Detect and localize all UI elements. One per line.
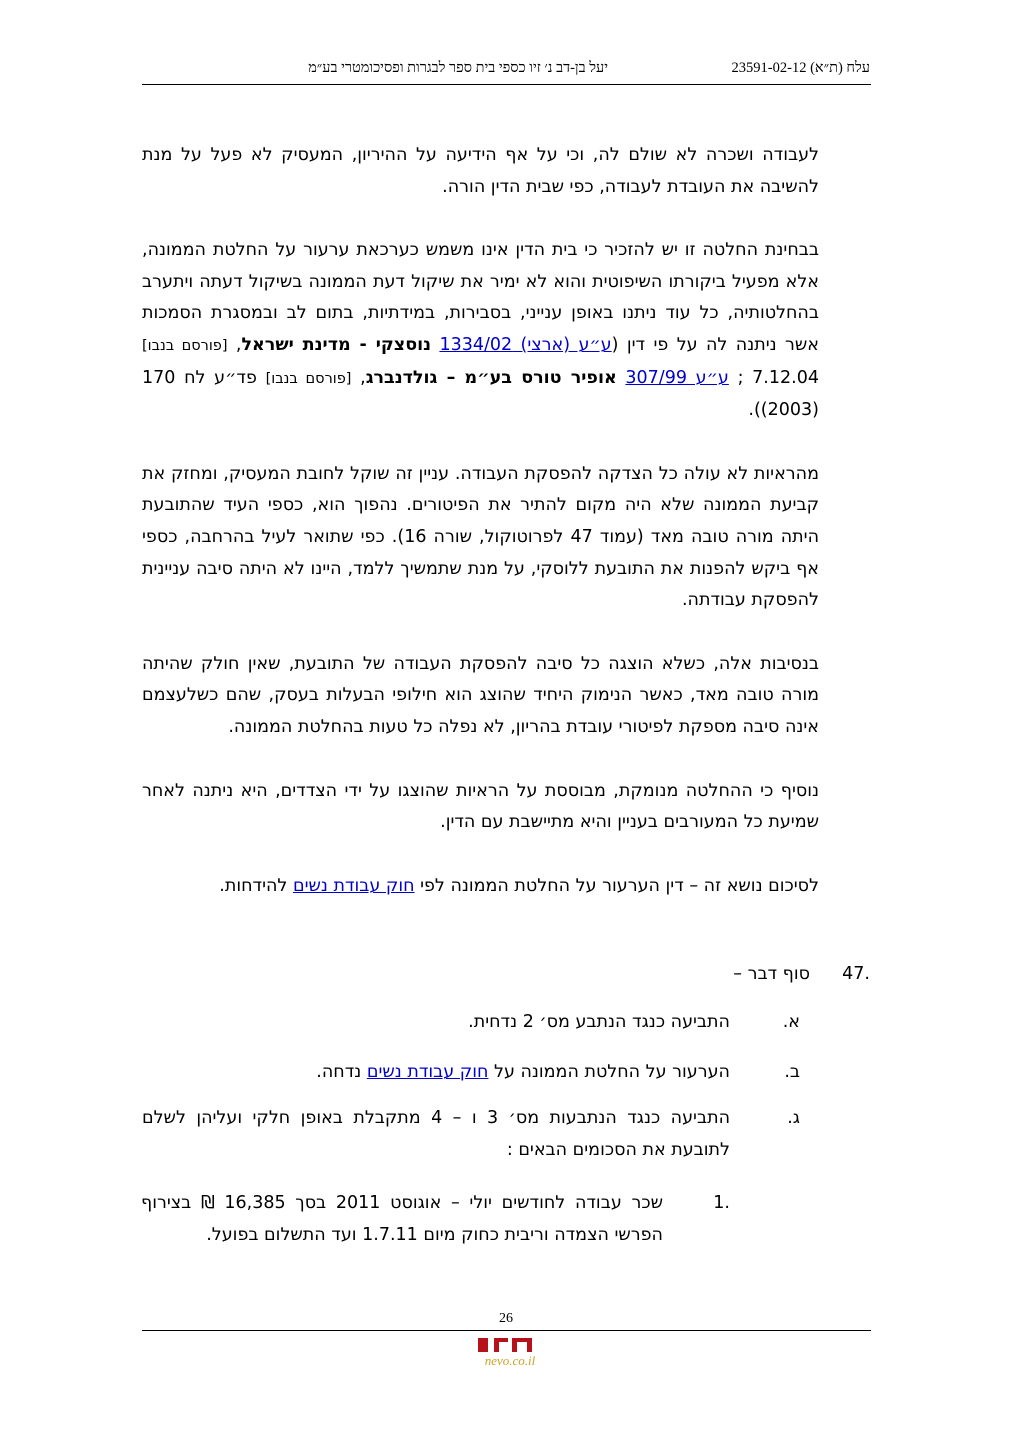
item-a-letter: א.	[782, 1012, 800, 1032]
published-nevo-1: [פורסם בנבו]	[142, 337, 228, 354]
header-divider	[142, 84, 871, 85]
item-g-text: התביעה כנגד הנתבעות מס׳ 3 ו – 4 מתקבלת באופן חלקי ועליהן לשלם לתובעת את הסכומים הבאים :	[142, 1108, 730, 1160]
paragraph-2-text-a: בבחינת החלטה זו יש להזכיר כי בית הדין אינו משמש כערכאת ערעור על החלטת הממונה, אלא מפעיל ביקורתו השיפוטית והוא לא ימיר את שיקול דעת הממונה בשיקול דעתה ויתערב בהחלטותיה, כל עוד ניתנו באופן ענייני, בסבירות, במידתיות, בתום לב ובמסגרת הסמכות אשר ניתנה לה על פי דין (	[142, 240, 819, 355]
footer-divider	[142, 1330, 871, 1331]
published-nevo-2: [פורסם בנבו]	[265, 370, 352, 387]
paragraph-2	[142, 235, 819, 427]
law-link-women-employment[interactable]: חוק עבודת נשים	[292, 875, 415, 896]
nevo-logo[interactable]	[464, 1336, 556, 1368]
logo-text: nevo.co.il	[484, 1353, 536, 1368]
paragraph-2-citation-end: פד״ע לח 170 (2003)).	[142, 367, 819, 421]
sub-item-1-text: שכר עבודה לחודשים יולי – אוגוסט 2011 בסך 16,385 ₪ בצירוף הפרשי הצמדה וריבית כחוק מיום 1.7.11 ועד התשלום בפועל.	[141, 1193, 664, 1245]
document-body	[142, 140, 819, 934]
page-header	[142, 60, 870, 86]
section-47-title: סוף דבר –	[733, 964, 810, 984]
paragraph-5: נוסיף כי ההחלטה מנומקת, מבוססת על הראיות שהוצגו על ידי הצדדים, היא ניתנה לאחר שמיעת כל המעורבים בעניין והיא מתיישבת עם הדין.	[142, 780, 819, 833]
item-b-text	[142, 1057, 730, 1089]
item-b-text-a: הערעור על החלטת הממונה על	[488, 1062, 730, 1082]
item-g-letter: ג.	[787, 1108, 800, 1128]
paragraph-6	[142, 871, 819, 903]
section-47-number: .47	[842, 964, 870, 984]
paragraph-3: מהראיות לא עולה כל הצדקה להפסקת העבודה. עניין זה שוקל לחובת המעסיק, ומחזק את קביעת הממונה שלא היה מקום להתיר את הפיטורים. נהפוך הוא, כספי העיד שהתובעת היתה מורה טובה מאד (עמוד 47 לפרוטוקול, שורה 16). כפי שתואר לעיל בהרחבה, כספי אף ביקש להפנות את התובעת ללוסקי, על מנת שתמשיך ללמד, היינו לא היתה סיבה עניינית להפסקת עבודתה.	[142, 463, 820, 611]
paragraph-2-comma-2: ,	[351, 367, 366, 388]
header-case-title: עלח (ת״א) 23591-02-12	[731, 60, 870, 76]
case-name-nosatzki: נוסצקי - מדינת ישראל	[241, 334, 432, 355]
case-link-307-99[interactable]: ע״ע 307/99	[625, 367, 729, 388]
paragraph-2-date: 7.12.04 ;	[728, 367, 819, 388]
paragraph-4: בנסיבות אלה, כשלא הוצגה כל סיבה להפסקת העבודה של התובעת, שאין חולק שהיתה מורה טובה מאד, כאשר הנימוק היחיד שהוצג הוא חילופי הבעלות בעסק, שהם כשלעצמם אינה סיבה מספקת לפיטורי עובדת בהריון, לא נפלה כל טעות בהחלטת הממונה.	[142, 653, 819, 737]
paragraph-2-comma-1: ,	[227, 334, 242, 355]
law-link-women-employment-2[interactable]: חוק עבודת נשים	[366, 1062, 489, 1082]
case-link-1334-02[interactable]: ע״ע (ארצי) 1334/02	[439, 334, 612, 355]
logo-mark-1	[478, 1338, 488, 1352]
paragraph-6-text-b: להידחות.	[219, 875, 293, 896]
page-number: 26	[499, 1311, 513, 1326]
header-parties: יעל בן-דב נ׳ זיו כספי בית ספר לבגרות ופסיכומטרי בע״מ	[308, 60, 608, 76]
paragraph-6-text-a: לסיכום נושא זה – דין הערעור על החלטת הממונה לפי	[414, 875, 819, 896]
case-name-ofir-tours: אופיר טורס בע״מ – גולדנברג	[365, 367, 617, 388]
logo-mark-2	[494, 1338, 508, 1352]
paragraph-1: לעבודה ושכרה לא שולם לה, וכי על אף הידיעה על ההיריון, המעסיק לא פעל על מנת להשיבה את העובדת לעבודה, כפי שבית הדין הורה.	[142, 145, 819, 197]
item-b-text-b: נדחה.	[316, 1062, 367, 1082]
item-b-letter: ב.	[784, 1062, 800, 1082]
logo-mark-3	[512, 1338, 532, 1352]
item-a-text: התביעה כנגד הנתבע מס׳ 2 נדחית.	[468, 1012, 730, 1032]
sub-item-1-number: .1	[713, 1193, 730, 1213]
